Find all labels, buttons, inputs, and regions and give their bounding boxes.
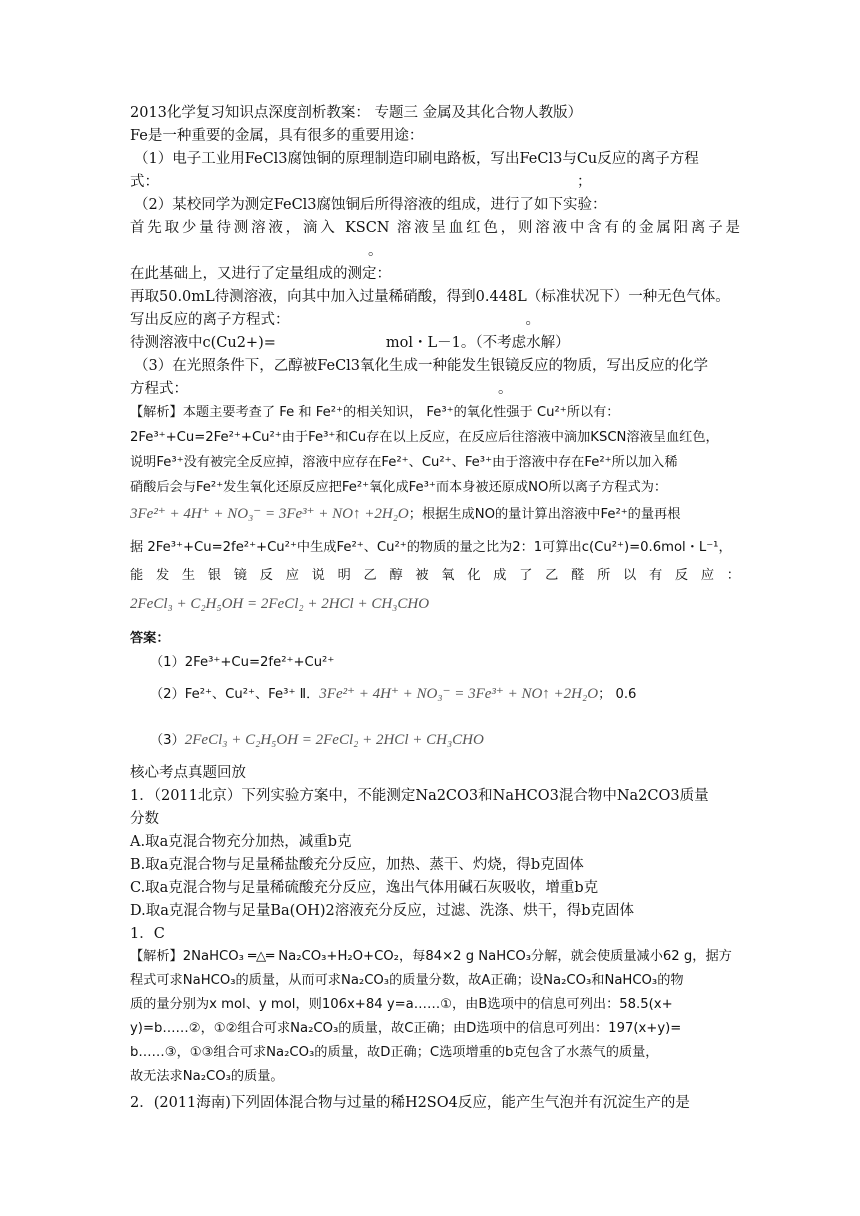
punctuation: ； [577, 174, 592, 190]
problem-2-line-1: 2．(2011海南)下列固体混合物与过量的稀H2SO4反应，能产生气泡并有沉淀生产的是 [130, 1095, 690, 1111]
doc-header: 2013化学复习知识点深度剖析教案： 专题三 金属及其化合物人教版） [130, 105, 583, 121]
question-2-line-3 [130, 240, 740, 262]
problem-1-explanation-6: 故无法求Na₂CO₃的质量。 [130, 1069, 284, 1084]
question-2-line-4: 在此基础上，又进行了定量组成的测定： [130, 266, 391, 282]
chemical-equation: 2FeCl₃ + C₂H₅OH = 2FeCl₂ + 2HCl + CH₃CHO [130, 596, 430, 612]
question-2-line-1: （2）某校同学为测定FeCl3腐蚀铜后所得溶液的组成，进行了如下实验： [134, 197, 607, 213]
problem-1-explanation-3: 质的量分别为x mol、y mol，则106x+84 y=a……①，由B选项中的信息可列出：58.5(x+ [130, 997, 673, 1012]
section-heading: 核心考点真题回放 [130, 765, 246, 781]
explanation-line-7: 能发生银镜反应说明乙醇被氧化成了乙醛所以有反应： [130, 568, 740, 583]
problem-1-answer: 1．C [130, 926, 165, 942]
option-b: B.取a克混合物与足量稀盐酸充分反应，加热、蒸干、灼烧，得b克固体 [130, 857, 584, 873]
question-2-line-2: 首先取少量待测溶液，滴入 KSCN 溶液呈血红色，则溶液中含有的金属阳离子是 [130, 220, 740, 236]
punctuation: 。 [525, 312, 540, 328]
answer-text: （3） [150, 733, 185, 748]
answer-prompt: 待测溶液中c(Cu2+)= [130, 335, 276, 351]
answer-prompt: 写出反应的离子方程式： [130, 312, 290, 328]
ionic-equation: 3Fe²⁺ + 4H⁺ + NO₃⁻ = 3Fe³⁺ + NO↑ +2H₂O [130, 506, 409, 522]
option-a: A.取a克混合物充分加热，减重b克 [130, 834, 352, 850]
option-c: C.取a克混合物与足量稀硫酸充分反应，逸出气体用碱石灰吸收，增重b克 [130, 880, 599, 896]
question-3-line-2 [130, 378, 740, 400]
answer-2 [150, 683, 760, 706]
explanation-line-3: 说明Fe³⁺没有被完全反应掉，溶液中应存在Fe²⁺、Cu²⁺、Fe³⁺由于溶液中存在Fe²⁺所以加入稀 [130, 455, 678, 470]
question-2-line-5: 再取50.0mL待测溶液，向其中加入过量稀硝酸，得到0.448L（标准状况下）一种无色气体。 [130, 289, 730, 305]
answer-prompt: 式： [130, 174, 159, 190]
problem-1-explanation-1: 【解析】2NaHCO₃ ═△═ Na₂CO₃+H₂O+CO₂，每84×2 g NaHCO₃分解，就会使质量减小62 g，据方 [130, 949, 732, 964]
punctuation: 。 [498, 381, 513, 397]
problem-1-line-2: 分数 [130, 811, 159, 827]
question-1-line-1: （1）电子工业用FeCl3腐蚀铜的原理制造印刷电路板，写出FeCl3与Cu反应的离子方程 [134, 151, 699, 167]
unit-text: mol・L－1。（不考虑水解） [385, 335, 570, 351]
answer-text: （2）Fe²⁺、Cu²⁺、Fe³⁺ Ⅱ． [150, 687, 320, 702]
question-3-line-1: （3）在光照条件下，乙醇被FeCl3氧化生成一种能发生银镜反应的物质，写出反应的化学 [134, 358, 709, 374]
question-2-line-7 [130, 332, 740, 354]
question-2-line-6 [130, 309, 740, 331]
problem-1-line-1: 1．（2011北京）下列实验方案中，不能测定Na2CO3和NaHCO3混合物中Na2CO3质量 [130, 788, 709, 804]
answer-text: ； 0.6 [598, 687, 637, 702]
ionic-equation: 3Fe²⁺ + 4H⁺ + NO₃⁻ = 3Fe³⁺ + NO↑ +2H₂O [319, 686, 599, 702]
problem-1-explanation-4: y)=b……②，①②组合可求Na₂CO₃的质量，故C正确；由D选项中的信息可列出：197(x+y)= [130, 1021, 682, 1036]
answer-1: （1）2Fe³⁺+Cu=2fe²⁺+Cu²⁺ [150, 655, 335, 670]
problem-1-explanation-5: b……③，①③组合可求Na₂CO₃的质量，故D正确；C选项增重的b克包含了水蒸气的质量， [130, 1045, 659, 1060]
explanation-line-5 [130, 503, 740, 526]
explanation-line-4: 硝酸后会与Fe²⁺发生氧化还原反应把Fe²⁺氧化成Fe³⁺而本身被还原成NO所以离子方程式为： [130, 480, 668, 495]
intro-text: Fe是一种重要的金属，具有很多的重要用途： [130, 128, 424, 144]
answer-prompt: 方程式： [130, 381, 188, 397]
explanation-line-1: 【解析】本题主要考查了 Fe 和 Fe²⁺的相关知识， Fe³⁺的氧化性强于 Cu²⁺所以有： [130, 405, 620, 420]
punctuation: 。 [368, 243, 383, 259]
problem-1-explanation-2: 程式可求NaHCO₃的质量，从而可求Na₂CO₃的质量分数，故A正确；设Na₂CO₃和NaHCO₃的物 [130, 973, 684, 988]
explanation-line-6: 据 2Fe³⁺+Cu=2fe²⁺+Cu²⁺中生成Fe²⁺、Cu²⁺的物质的量之比为2：1可算出c(Cu²⁺)=0.6mol・L⁻¹， [130, 540, 732, 555]
chemical-equation: 2FeCl₃ + C₂H₅OH = 2FeCl₂ + 2HCl + CH₃CHO [184, 732, 484, 748]
explanation-text: ；根据生成NO的量计算出溶液中Fe²⁺的量再根 [408, 507, 681, 522]
option-d: D.取a克混合物与足量Ba(OH)2溶液充分反应，过滤、洗涤、烘干，得b克固体 [130, 903, 635, 919]
answer-heading: 答案： [130, 631, 170, 646]
answer-3 [150, 729, 760, 752]
question-1-line-2 [130, 171, 740, 193]
explanation-line-2: 2Fe³⁺+Cu=2Fe²⁺+Cu²⁺由于Fe³⁺和Cu存在以上反应，在反应后往溶液中滴加KSCN溶液呈血红色， [130, 430, 719, 445]
explanation-line-8 [130, 593, 740, 615]
